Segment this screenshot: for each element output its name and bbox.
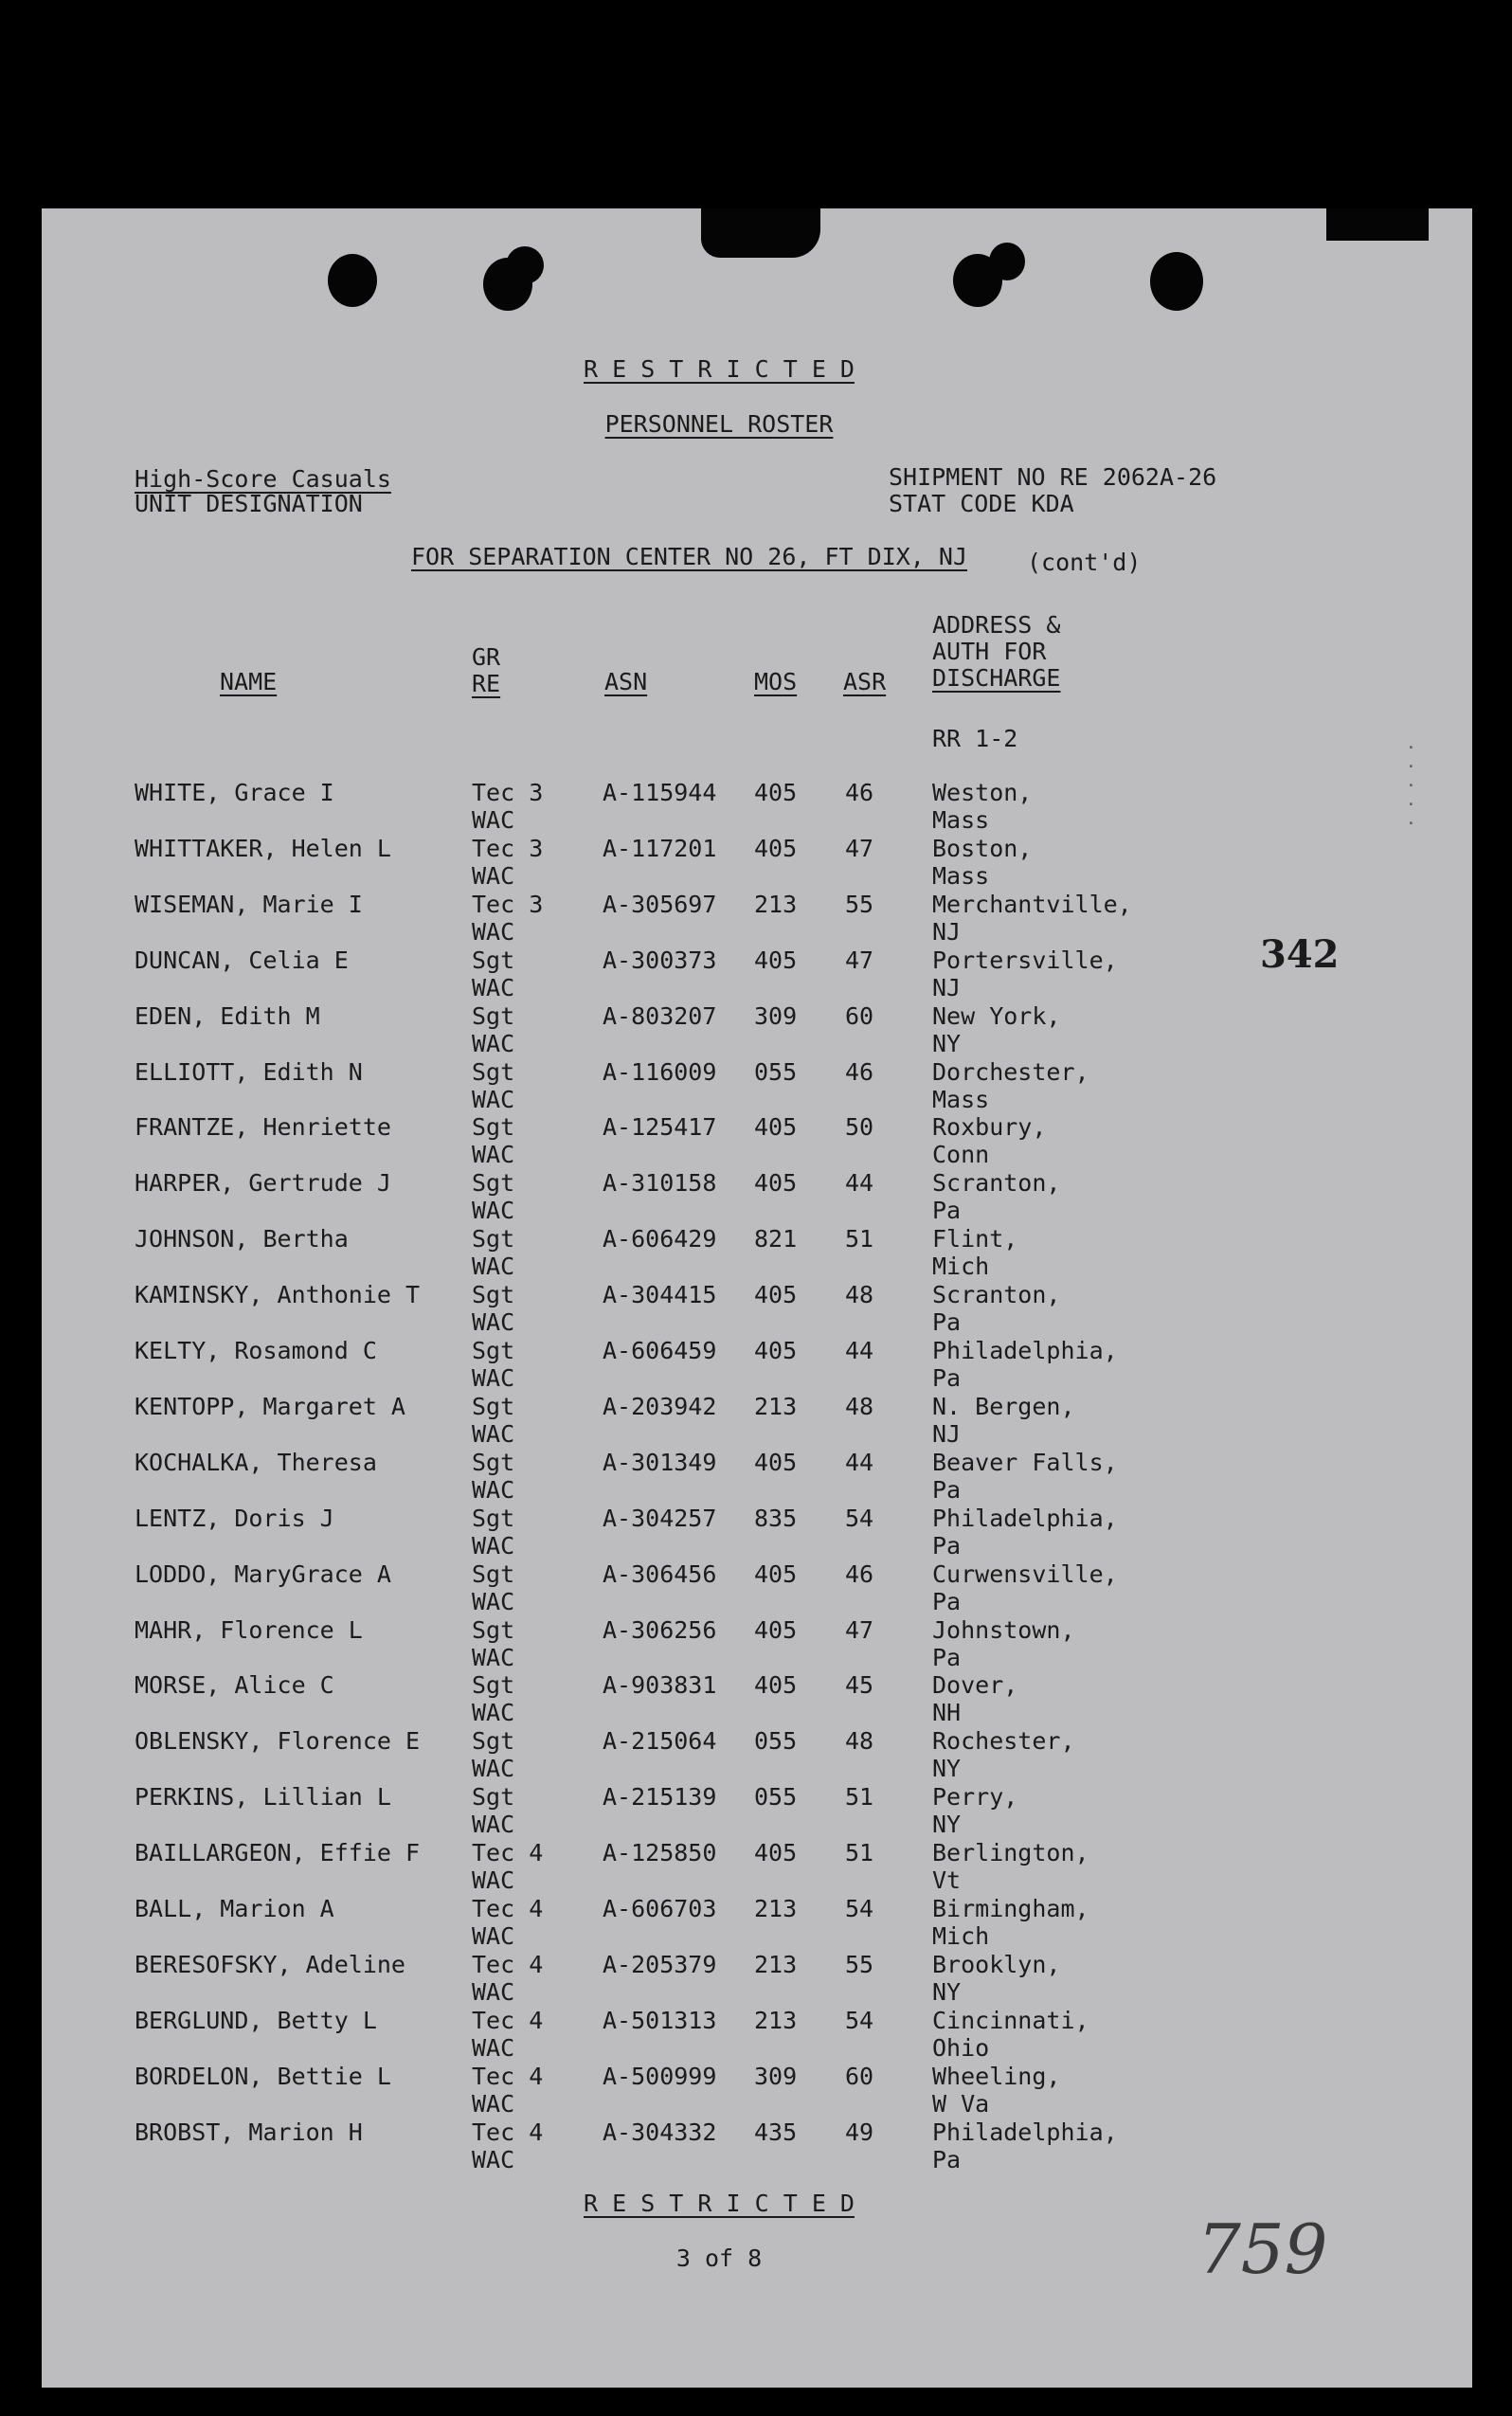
grade: Tec 4 [472,2118,544,2146]
branch: WAC [472,1141,515,1169]
mos-code: 055 [754,1783,798,1812]
mos-code: 309 [754,1001,798,1030]
branch: WAC [472,1197,515,1225]
table-row [42,1560,1472,1616]
table-row [42,835,1472,891]
address-state: Pa [932,1197,962,1225]
grade: Sgt [472,1225,515,1253]
employee-name: KENTOPP, Margaret A [135,1392,405,1420]
serial-number: A-125850 [603,1839,717,1867]
grade: Sgt [472,1113,515,1142]
branch: WAC [472,2145,515,2173]
address-city: Scranton, [932,1281,1061,1309]
table-row [42,1002,1472,1058]
mos-code: 213 [754,1895,798,1922]
col-address-1: ADDRESS & [932,611,1061,639]
mos-code: 055 [754,1057,798,1086]
employee-name: LODDO, MaryGrace A [135,1560,391,1588]
table-row [42,1281,1472,1337]
asr-score: 47 [845,946,874,974]
grade: Sgt [472,1337,515,1364]
address-state: Pa [932,1531,962,1560]
table-row [42,2007,1472,2063]
address-city: Boston, [932,834,1033,862]
asr-score: 48 [845,1281,874,1309]
address-state: NY [932,1811,962,1839]
address-city: Flint, [932,1225,1018,1253]
table-row [42,891,1472,947]
address-state: NJ [932,1419,962,1448]
table-row [42,1671,1472,1727]
branch: WAC [472,1419,515,1448]
col-name: NAME [220,668,278,695]
address-city: Roxbury, [932,1113,1047,1142]
table-row [42,1783,1472,1839]
serial-number: A-215064 [603,1727,717,1756]
branch: WAC [472,1364,515,1392]
grade: Sgt [472,1057,515,1086]
employee-name: KAMINSKY, Anthonie T [135,1281,421,1309]
mos-code: 309 [754,2062,798,2090]
address-city: New York, [932,1001,1061,1030]
employee-name: DUNCAN, Celia E [135,946,349,974]
address-state: Mass [932,806,990,834]
serial-number: A-903831 [603,1671,717,1700]
branch: WAC [472,1587,515,1615]
col-asr: ASR [843,668,887,695]
grade: Sgt [472,1169,515,1198]
branch: WAC [472,917,515,946]
serial-number: A-203942 [603,1392,717,1420]
address-state: Mass [932,1085,990,1113]
address-state: Conn [932,1141,990,1169]
address-city: Merchantville, [932,890,1132,918]
grade: Tec 4 [472,1950,544,1978]
serial-number: A-304332 [603,2118,717,2146]
branch: WAC [472,1811,515,1839]
asr-score: 47 [845,1615,874,1644]
address-state: Pa [932,1364,962,1392]
address-city: Perry, [932,1783,1018,1812]
mos-code: 835 [754,1504,798,1532]
address-state: NY [932,1755,962,1783]
mos-code: 405 [754,1671,798,1700]
grade: Tec 3 [472,890,544,918]
asr-score: 51 [845,1225,874,1253]
employee-name: BORDELON, Bettie L [135,2062,391,2090]
employee-name: FRANTZE, Henriette [135,1113,391,1142]
asr-score: 54 [845,1895,874,1922]
grade: Tec 4 [472,1839,544,1867]
address-city: Scranton, [932,1169,1061,1198]
col-grade-2: RE [472,670,501,697]
grade: Tec 4 [472,2006,544,2034]
employee-name: KELTY, Rosamond C [135,1337,377,1364]
serial-number: A-310158 [603,1169,717,1198]
mos-code: 405 [754,1615,798,1644]
restricted-header: R E S T R I C T E D [584,355,855,383]
address-state: Ohio [932,2033,990,2062]
branch: WAC [472,1643,515,1671]
asr-score: 60 [845,2062,874,2090]
address-state: W Va [932,2089,990,2118]
mos-code: 213 [754,2006,798,2034]
mos-code: 405 [754,834,798,862]
employee-name: ELLIOTT, Edith N [135,1057,363,1086]
branch: WAC [472,1977,515,2006]
branch: WAC [472,973,515,1001]
employee-name: BERGLUND, Betty L [135,2006,377,2034]
branch: WAC [472,1922,515,1950]
table-row [42,1895,1472,1951]
address-city: Rochester, [932,1727,1075,1756]
punch-hole [506,246,544,284]
employee-name: MAHR, Florence L [135,1615,363,1644]
branch: WAC [472,2033,515,2062]
table-row [42,1727,1472,1783]
table-row [42,1616,1472,1672]
col-mos: MOS [754,668,798,695]
grade: Sgt [472,1448,515,1476]
serial-number: A-116009 [603,1057,717,1086]
mos-code: 405 [754,1337,798,1364]
table-row [42,1169,1472,1225]
punch-hole [1150,252,1203,311]
mos-code: 405 [754,779,798,806]
asr-score: 51 [845,1783,874,1812]
restricted-footer: R E S T R I C T E D [584,2190,855,2217]
asr-score: 46 [845,1057,874,1086]
address-city: Birmingham, [932,1895,1089,1922]
serial-number: A-117201 [603,834,717,862]
mos-code: 213 [754,1950,798,1978]
table-row [42,1113,1472,1169]
address-city: Johnstown, [932,1615,1075,1644]
employee-name: BAILLARGEON, Effie F [135,1839,421,1867]
employee-name: MORSE, Alice C [135,1671,334,1700]
table-row [42,1839,1472,1895]
grade: Sgt [472,1671,515,1700]
employee-name: WHITTAKER, Helen L [135,834,391,862]
employee-name: BERESOFSKY, Adeline [135,1950,405,1978]
branch: WAC [472,806,515,834]
punch-hole [328,254,377,307]
employee-name: LENTZ, Doris J [135,1504,334,1532]
serial-number: A-115944 [603,779,717,806]
address-city: Philadelphia, [932,1504,1118,1532]
asr-score: 45 [845,1671,874,1700]
serial-number: A-501313 [603,2006,717,2034]
employee-name: KOCHALKA, Theresa [135,1448,377,1476]
asr-score: 44 [845,1448,874,1476]
address-state: NJ [932,917,962,946]
address-state: Mich [932,1922,990,1950]
address-city: Cincinnati, [932,2006,1089,2034]
grade: Sgt [472,1727,515,1756]
mos-code: 405 [754,1448,798,1476]
address-state: Pa [932,1308,962,1337]
serial-number: A-305697 [603,890,717,918]
page-indicator: 3 of 8 [675,2245,763,2272]
table-row [42,1337,1472,1393]
mos-code: 405 [754,946,798,974]
asr-score: 46 [845,1560,874,1588]
address-city: Curwensville, [932,1560,1118,1588]
serial-number: A-606703 [603,1895,717,1922]
mos-code: 435 [754,2118,798,2146]
branch: WAC [472,1085,515,1113]
asr-score: 47 [845,834,874,862]
serial-number: A-306456 [603,1560,717,1588]
col-address-3: DISCHARGE [932,664,1061,692]
address-city: Portersville, [932,946,1118,974]
unit-designation-label: UNIT DESIGNATION [135,490,363,517]
serial-number: A-301349 [603,1448,717,1476]
grade: Sgt [472,1504,515,1532]
serial-number: A-606429 [603,1225,717,1253]
table-row [42,1951,1472,2007]
address-city: Brooklyn, [932,1950,1061,1978]
asr-score: 54 [845,2006,874,2034]
col-asn: ASN [604,668,648,695]
address-city: Dover, [932,1671,1018,1700]
asr-score: 48 [845,1392,874,1420]
mos-code: 405 [754,1169,798,1198]
col-grade-1: GR [472,643,501,671]
serial-number: A-803207 [603,1001,717,1030]
address-state: Mich [932,1253,990,1281]
grade: Sgt [472,1615,515,1644]
unit-name: High-Score Casuals [135,465,391,493]
address-state: Pa [932,1475,962,1504]
serial-number: A-500999 [603,2062,717,2090]
mos-code: 213 [754,1392,798,1420]
branch: WAC [472,1866,515,1895]
employee-name: OBLENSKY, Florence E [135,1727,421,1756]
address-state: NY [932,1029,962,1057]
roster-page [42,208,1472,2388]
address-state: Pa [932,1587,962,1615]
address-city: Philadelphia, [932,1337,1118,1364]
serial-number: A-215139 [603,1783,717,1812]
mos-code: 405 [754,1113,798,1142]
asr-score: 54 [845,1504,874,1532]
mos-code: 213 [754,890,798,918]
grade: Sgt [472,1783,515,1812]
branch: WAC [472,1699,515,1727]
asr-score: 46 [845,779,874,806]
table-row [42,1505,1472,1560]
table-row [42,1225,1472,1281]
branch: WAC [472,1253,515,1281]
table-row [42,1393,1472,1449]
address-city: Beaver Falls, [932,1448,1118,1476]
serial-number: A-125417 [603,1113,717,1142]
table-row [42,947,1472,1002]
serial-number: A-304415 [603,1281,717,1309]
punch-hole [989,243,1025,280]
grade: Sgt [472,1281,515,1309]
asr-score: 44 [845,1169,874,1198]
page-tear [1326,208,1429,241]
mos-code: 405 [754,1839,798,1867]
grade: Tec 4 [472,2062,544,2090]
roster-title: PERSONNEL ROSTER [604,410,834,438]
serial-number: A-306256 [603,1615,717,1644]
serial-number: A-304257 [603,1504,717,1532]
mos-code: 821 [754,1225,798,1253]
serial-number: A-205379 [603,1950,717,1978]
branch: WAC [472,2089,515,2118]
grade: Tec 3 [472,834,544,862]
employee-name: HARPER, Gertrude J [135,1169,391,1198]
branch: WAC [472,1029,515,1057]
branch: WAC [472,861,515,890]
employee-name: PERKINS, Lillian L [135,1783,391,1812]
branch: WAC [472,1308,515,1337]
address-city: Weston, [932,779,1033,806]
employee-name: EDEN, Edith M [135,1001,320,1030]
table-row [42,1449,1472,1505]
asr-score: 50 [845,1113,874,1142]
table-row [42,779,1472,835]
asr-score: 55 [845,1950,874,1978]
asr-score: 49 [845,2118,874,2146]
employee-name: WHITE, Grace I [135,779,334,806]
address-city: Dorchester, [932,1057,1089,1086]
asr-score: 48 [845,1727,874,1756]
employee-name: WISEMAN, Marie I [135,890,363,918]
employee-name: BALL, Marion A [135,1895,334,1922]
page-tear [701,208,820,258]
grade: Sgt [472,1001,515,1030]
stat-code: STAT CODE KDA [889,490,1074,517]
edge-marks: · · · · · [1406,738,1416,834]
handwritten-number: 759 [1197,2209,1328,2289]
address-city: Philadelphia, [932,2118,1118,2146]
destination-line: FOR SEPARATION CENTER NO 26, FT DIX, NJ [411,543,967,570]
address-state: NY [932,1977,962,2006]
grade: Sgt [472,946,515,974]
table-row [42,2063,1472,2119]
address-state: Pa [932,2145,962,2173]
asr-score: 51 [845,1839,874,1867]
branch: WAC [472,1475,515,1504]
col-address-2: AUTH FOR [932,638,1047,665]
grade: Sgt [472,1560,515,1588]
mos-code: 405 [754,1560,798,1588]
branch: WAC [472,1755,515,1783]
address-state: Pa [932,1643,962,1671]
address-city: Berlington, [932,1839,1089,1867]
table-row [42,2119,1472,2174]
serial-number: A-606459 [603,1337,717,1364]
branch: WAC [472,1531,515,1560]
address-state: Mass [932,861,990,890]
grade: Tec 4 [472,1895,544,1922]
discharge-authority: RR 1-2 [932,725,1018,752]
shipment-number: SHIPMENT NO RE 2062A-26 [889,463,1217,491]
employee-name: BROBST, Marion H [135,2118,363,2146]
mos-code: 405 [754,1281,798,1309]
address-state: Vt [932,1866,962,1895]
asr-score: 60 [845,1001,874,1030]
asr-score: 44 [845,1337,874,1364]
table-row [42,1058,1472,1114]
address-city: N. Bergen, [932,1392,1075,1420]
stamped-page-number: 342 [1260,932,1340,977]
continued-note: (cont'd) [1027,549,1142,576]
address-city: Wheeling, [932,2062,1061,2090]
mos-code: 055 [754,1727,798,1756]
serial-number: A-300373 [603,946,717,974]
grade: Tec 3 [472,779,544,806]
grade: Sgt [472,1392,515,1420]
address-state: NH [932,1699,962,1727]
asr-score: 55 [845,890,874,918]
address-state: NJ [932,973,962,1001]
employee-name: JOHNSON, Bertha [135,1225,349,1253]
